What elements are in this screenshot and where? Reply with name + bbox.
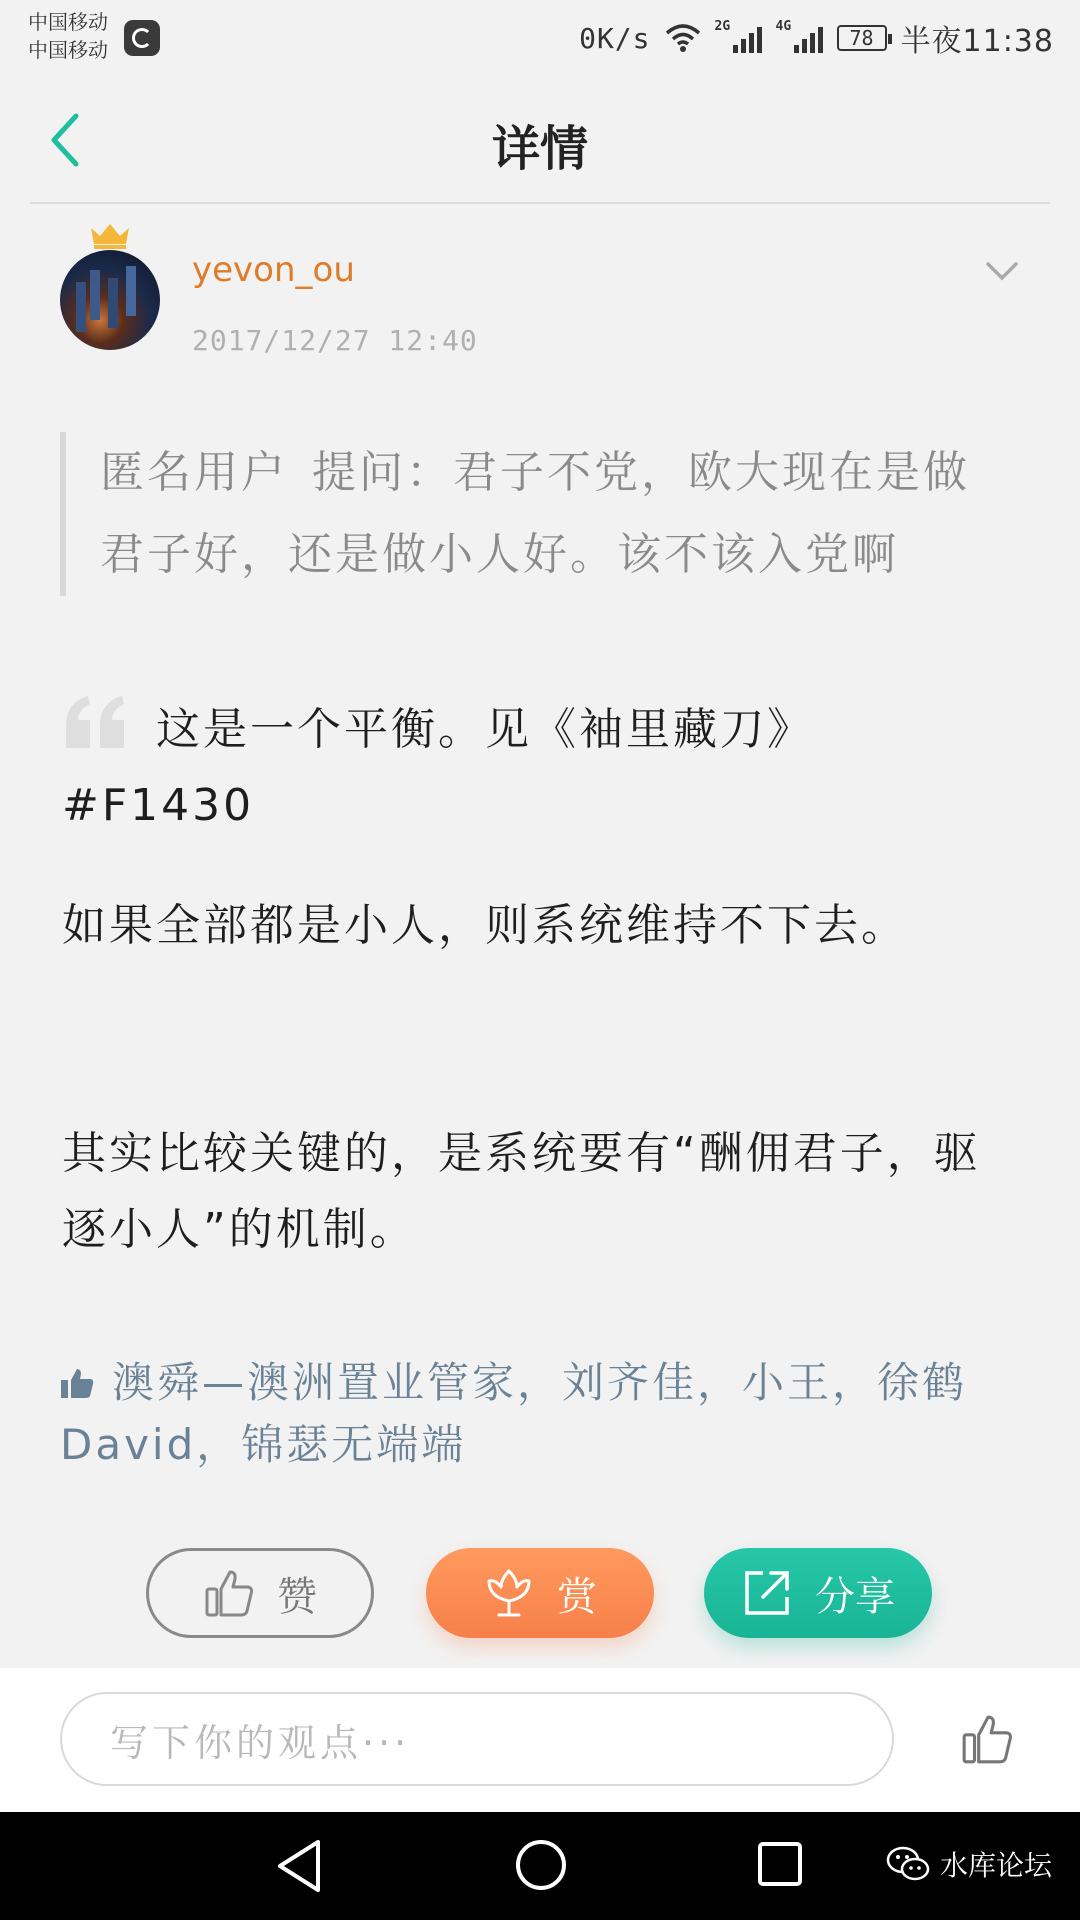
crown-icon (88, 220, 132, 250)
header (0, 80, 1080, 204)
battery-icon (837, 25, 887, 51)
status-indicators (579, 18, 1054, 58)
status-bar (0, 0, 1080, 80)
like-label: 赞 (277, 1573, 317, 1620)
quote-mark-icon (62, 692, 128, 752)
thumbs-up-outline-icon (203, 1567, 255, 1619)
flower-icon (483, 1567, 535, 1619)
username[interactable]: yevon_ou (192, 250, 355, 290)
answer-line-2: #F1430 (62, 780, 255, 831)
answer-line-1: 这是一个平衡。见《袖里藏刀》 (156, 704, 814, 755)
likes-list (60, 1352, 1020, 1476)
chevron-down-icon[interactable] (982, 256, 1022, 286)
share-button[interactable] (704, 1548, 932, 1638)
nav-back-icon[interactable] (274, 1838, 324, 1894)
clock: 半夜11:38 (900, 24, 1054, 59)
action-buttons (0, 1548, 1080, 1640)
comment-bar (0, 1668, 1080, 1812)
signal-4g-label: 4G (775, 19, 792, 34)
share-label: 分享 (815, 1573, 895, 1620)
watermark-label: 水库论坛 (940, 1849, 1053, 1882)
thumbs-up-icon (60, 1367, 94, 1399)
comment-input[interactable]: 写下你的观点··· (60, 1692, 894, 1786)
avatar[interactable] (60, 250, 160, 350)
answer-line-4: 其实比较关键的，是系统要有“酬佣君子，驱逐小人”的机制。 (62, 1128, 981, 1255)
author-row (0, 220, 1080, 370)
thumbs-up-icon[interactable] (960, 1712, 1014, 1766)
watermark (886, 1844, 1052, 1884)
signal-2g-icon (714, 19, 762, 53)
carrier-info (28, 8, 108, 64)
system-nav-bar (0, 1812, 1080, 1920)
question-text: 提问：君子不党，欧大现在是做君子好，还是做小人好。该不该入党啊 (100, 447, 970, 580)
like-button[interactable] (146, 1548, 374, 1638)
nav-home-icon[interactable] (514, 1838, 568, 1892)
reward-label: 赏 (557, 1573, 597, 1620)
signal-4g-icon (775, 19, 823, 53)
signal-2g-label: 2G (714, 19, 731, 34)
question-user: 匿名用户 (100, 447, 288, 498)
carrier-2: 中国移动 (28, 38, 108, 62)
answer-line-3: 如果全部都是小人，则系统维持不下去。 (62, 900, 908, 951)
avatar-container[interactable] (58, 220, 168, 360)
network-speed: 0K/s (579, 21, 651, 55)
wifi-icon (665, 23, 701, 53)
notification-app-icon (124, 20, 160, 56)
wechat-icon (886, 1845, 930, 1883)
post-timestamp: 2017/12/27 12:40 (192, 324, 478, 357)
share-icon (741, 1567, 793, 1619)
battery-level: 78 (849, 26, 874, 50)
header-divider (30, 202, 1050, 204)
nav-recent-apps-icon[interactable] (756, 1840, 804, 1888)
question-quote (60, 432, 1020, 596)
page-title: 详情 (491, 121, 588, 177)
answer-body (62, 692, 1022, 1268)
carrier-1: 中国移动 (28, 10, 108, 34)
reward-button[interactable] (426, 1548, 654, 1638)
likes-names[interactable]: 澳舜—澳洲置业管家，刘齐佳，小王，徐鹤David，锦瑟无端端 (60, 1358, 968, 1469)
